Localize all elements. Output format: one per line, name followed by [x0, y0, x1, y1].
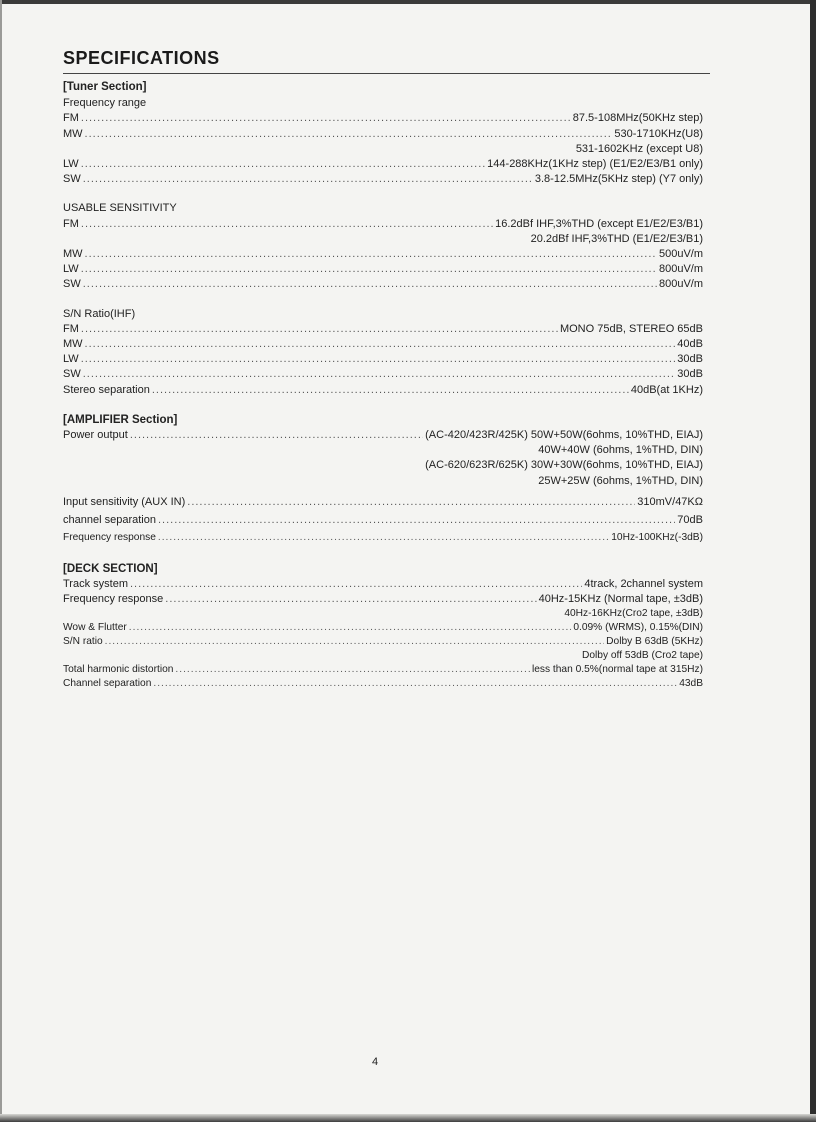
- spec-label: MW: [63, 127, 83, 140]
- spec-value: 40Hz-15KHz (Normal tape, ±3dB): [538, 593, 703, 606]
- spec-continuation: 40Hz-16KHz(Cro2 tape, ±3dB): [564, 608, 703, 620]
- usable-sensitivity-title: USABLE SENSITIVITY: [63, 202, 177, 215]
- leader-dots: [83, 277, 657, 292]
- spec-value: MONO 75dB, STEREO 65dB: [559, 322, 703, 335]
- spec-label: Track system: [63, 578, 128, 591]
- spec-value: 16.2dBf IHF,3%THD (except E1/E2/E3/B1): [495, 217, 703, 230]
- leader-dots: [158, 529, 609, 547]
- deck-channel-separation-row: [63, 677, 703, 691]
- spec-value: 70dB: [677, 513, 703, 526]
- sn-row-stereo-separation: [63, 383, 703, 398]
- leader-dots: [175, 663, 530, 677]
- deck-sn-ratio-row: [63, 635, 703, 649]
- spec-value: 530-1710KHz(U8): [614, 127, 703, 140]
- page-edge-left: [0, 0, 2, 1122]
- spec-label: SW: [63, 173, 81, 186]
- spec-label: Input sensitivity (AUX IN): [63, 495, 186, 508]
- leader-dots: [158, 511, 675, 529]
- sn-ratio-title: S/N Ratio(IHF): [63, 307, 136, 320]
- leader-dots: [152, 383, 629, 398]
- spec-value: (AC-420/423R/425K) 50W+50W(6ohms, 10%THD, EIAJ): [425, 429, 703, 442]
- leader-dots: [130, 428, 423, 443]
- sn-row-lw: [63, 352, 703, 367]
- spec-value: 800uV/m: [658, 263, 703, 276]
- spec-value: 10Hz-100KHz(-3dB): [611, 531, 703, 543]
- spec-label: channel separation: [63, 513, 156, 526]
- spec-label: FM: [63, 112, 79, 125]
- freq-row-lw: [63, 157, 703, 172]
- spec-value: 310mV/47KΩ: [637, 495, 703, 508]
- page-edge-bottom: [0, 1114, 816, 1122]
- spec-value: 4track, 2channel system: [584, 578, 703, 591]
- leader-dots: [83, 367, 676, 382]
- leader-dots: [129, 621, 572, 635]
- tuner-heading: [Tuner Section]: [63, 81, 147, 93]
- spec-value: less than 0.5%(normal tape at 315Hz): [531, 664, 703, 676]
- leader-dots: [81, 217, 493, 232]
- spec-value: 800uV/m: [658, 278, 703, 291]
- spec-continuation: 531-1602KHz (except U8): [575, 142, 703, 155]
- deck-heading: [DECK SECTION]: [63, 562, 158, 575]
- leader-dots: [81, 111, 571, 126]
- title-rule: [63, 73, 710, 74]
- spec-label: MW: [63, 248, 83, 261]
- leader-dots: [81, 157, 485, 172]
- leader-dots: [85, 127, 613, 142]
- spec-label: S/N ratio: [63, 636, 103, 648]
- spec-label: FM: [63, 322, 79, 335]
- spec-label: LW: [63, 353, 79, 366]
- spec-label: FM: [63, 217, 79, 230]
- sn-row-fm: [63, 322, 703, 337]
- leader-dots: [187, 493, 635, 511]
- spec-continuation: 25W+25W (6ohms, 1%THD, DIN): [538, 474, 703, 487]
- spec-value: Dolby B 63dB (5KHz): [606, 636, 703, 648]
- spec-label: MW: [63, 338, 83, 351]
- spec-value: 87.5-108MHz(50KHz step): [572, 112, 703, 125]
- freq-row-sw: [63, 172, 703, 187]
- spec-continuation: 40W+40W (6ohms, 1%THD, DIN): [538, 444, 703, 457]
- leader-dots: [105, 635, 605, 649]
- page-title: SPECIFICATIONS: [63, 48, 220, 68]
- freq-row-fm: [63, 111, 703, 126]
- thd-row: [63, 663, 703, 677]
- wow-flutter-row: [63, 621, 703, 635]
- spec-label: SW: [63, 278, 81, 291]
- frequency-response-row: [63, 529, 703, 547]
- spec-value: 3.8-12.5MHz(5KHz step) (Y7 only): [534, 173, 703, 186]
- spec-value: 40dB: [677, 338, 703, 351]
- spec-value: 43dB: [679, 678, 703, 690]
- spec-label: Channel separation: [63, 678, 152, 690]
- amplifier-heading: [AMPLIFIER Section]: [63, 413, 178, 426]
- leader-dots: [81, 262, 657, 277]
- spec-value: 40dB(at 1KHz): [630, 383, 703, 396]
- power-output-row: [63, 428, 703, 443]
- spec-value: 30dB: [677, 368, 703, 381]
- spec-continuation: (AC-620/623R/625K) 30W+30W(6ohms, 10%THD, EIAJ): [425, 459, 703, 472]
- leader-dots: [85, 337, 676, 352]
- page-number: 4: [372, 1056, 379, 1068]
- spec-label: Stereo separation: [63, 383, 150, 396]
- channel-separation-row: [63, 511, 703, 529]
- leader-dots: [83, 172, 533, 187]
- frequency-range-title: Frequency range: [63, 97, 147, 110]
- spec-label: Frequency response: [63, 531, 156, 543]
- spec-continuation: 20.2dBf IHF,3%THD (E1/E2/E3/B1): [530, 232, 703, 245]
- spec-label: LW: [63, 263, 79, 276]
- spec-content: [63, 78, 703, 691]
- page-edge-right: [810, 0, 816, 1122]
- leader-dots: [165, 592, 536, 607]
- spec-label: Power output: [63, 429, 128, 442]
- freq-row-mw: [63, 127, 703, 142]
- spec-continuation: Dolby off 53dB (Cro2 tape): [582, 650, 703, 662]
- spec-value: 0.09% (WRMS), 0.15%(DIN): [573, 622, 703, 634]
- spec-value: 500uV/m: [658, 248, 703, 261]
- leader-dots: [81, 322, 558, 337]
- spec-value: 30dB: [677, 353, 703, 366]
- leader-dots: [153, 677, 677, 691]
- sn-row-sw: [63, 367, 703, 382]
- sens-row-sw: [63, 277, 703, 292]
- spec-label: Wow & Flutter: [63, 622, 127, 634]
- spec-label: LW: [63, 158, 79, 171]
- sens-row-fm: [63, 217, 703, 232]
- spec-label: Frequency response: [63, 593, 164, 606]
- leader-dots: [85, 247, 657, 262]
- sens-row-lw: [63, 262, 703, 277]
- page-edge-top: [0, 0, 816, 4]
- input-sensitivity-row: [63, 493, 703, 511]
- spec-label: Total harmonic distortion: [63, 664, 174, 676]
- spec-value: 144-288KHz(1KHz step) (E1/E2/E3/B1 only): [487, 158, 703, 171]
- track-system-row: [63, 577, 703, 592]
- spec-label: SW: [63, 368, 81, 381]
- leader-dots: [130, 577, 582, 592]
- sens-row-mw: [63, 247, 703, 262]
- sn-row-mw: [63, 337, 703, 352]
- leader-dots: [81, 352, 676, 367]
- deck-frequency-response-row: [63, 592, 703, 607]
